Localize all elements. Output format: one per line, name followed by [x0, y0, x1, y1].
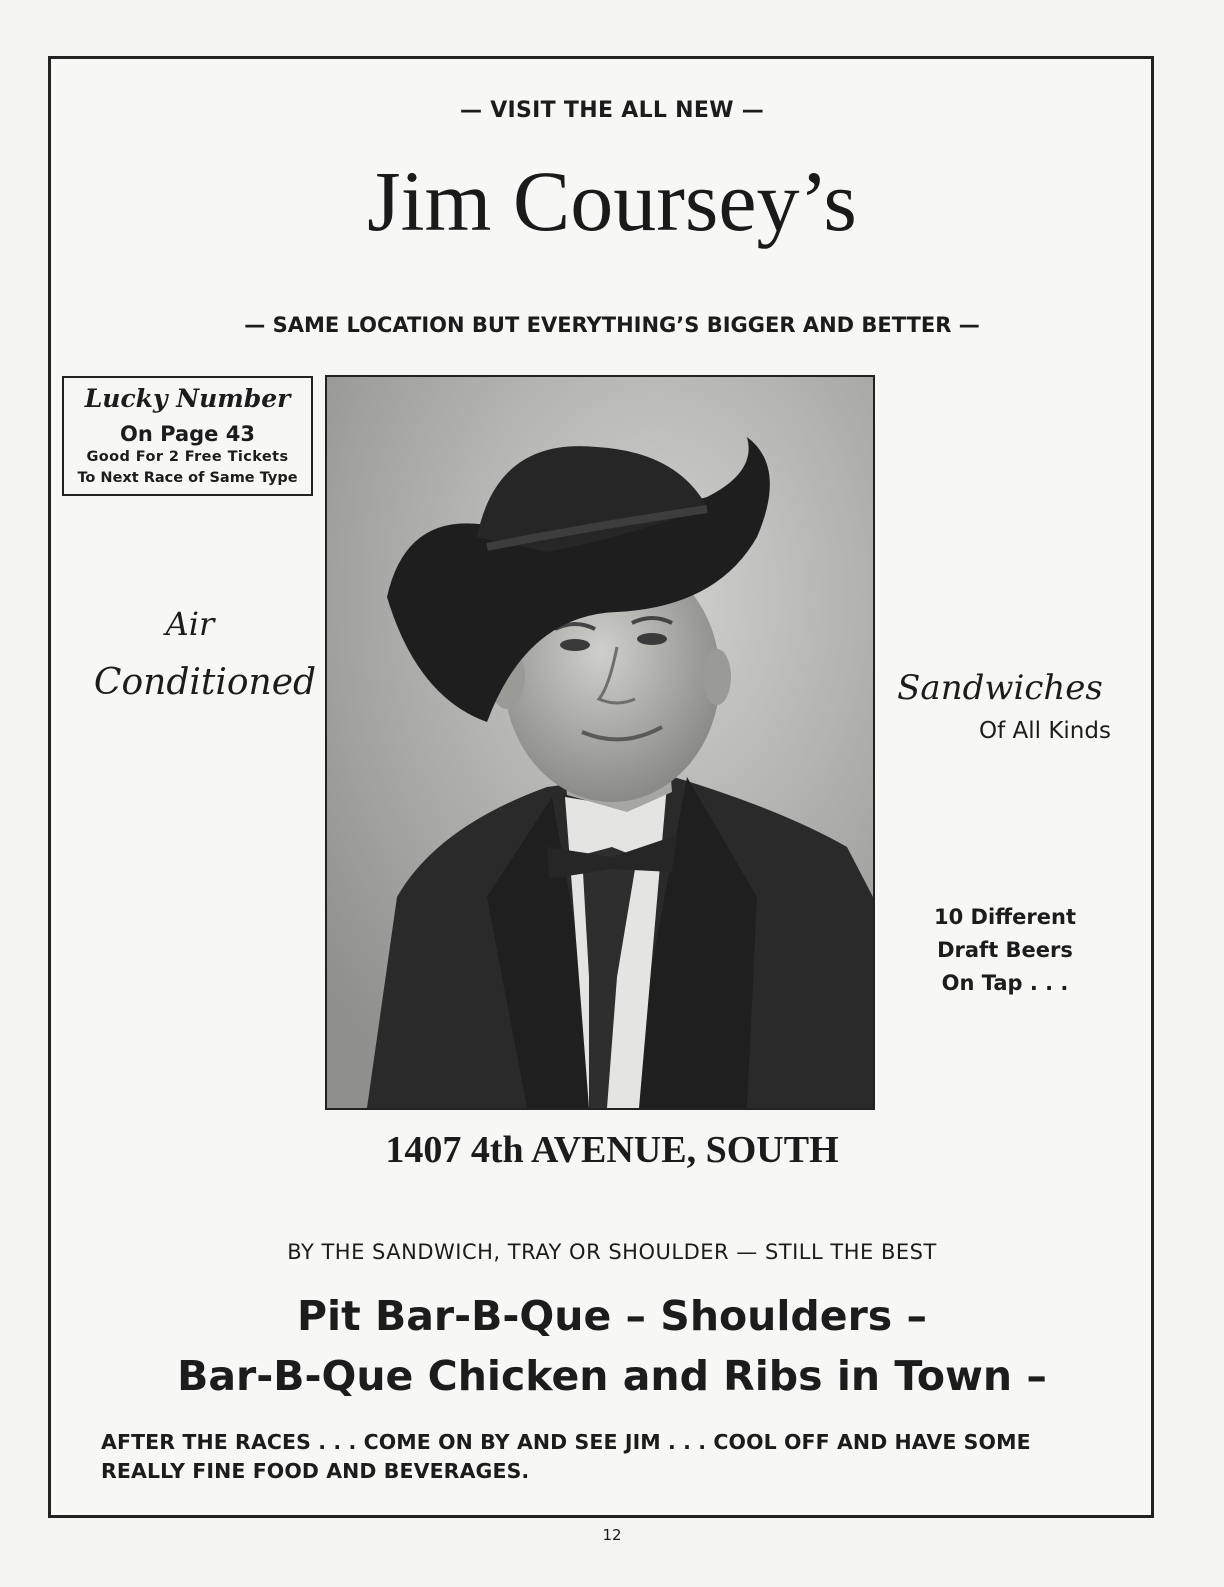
- portrait-photo: [325, 375, 875, 1110]
- beers-line-3: On Tap . . .: [941, 971, 1069, 995]
- lucky-line-1: Good For 2 Free Tickets: [86, 449, 289, 465]
- after-races-line-2: REALLY FINE FOOD AND BEVERAGES.: [101, 1459, 530, 1483]
- headline-1: Pit Bar-B-Que – Shoulders –: [297, 1292, 927, 1340]
- page-number: 12: [602, 1526, 622, 1544]
- after-races-line-1: AFTER THE RACES . . . COME ON BY AND SEE JIM . . . COOL OFF AND HAVE SOME: [101, 1430, 1031, 1454]
- beers-line-1: 10 Different: [933, 905, 1076, 929]
- air-label: Air: [165, 605, 215, 643]
- address: 1407 4th AVENUE, SOUTH: [385, 1129, 839, 1171]
- headline-2: Bar-B-Que Chicken and Ribs in Town –: [177, 1352, 1047, 1400]
- lucky-line-2: To Next Race of Same Type: [77, 470, 298, 486]
- of-all-kinds-label: Of All Kinds: [979, 718, 1111, 744]
- sandwiches-label: Sandwiches: [897, 668, 1103, 708]
- portrait-illustration: [327, 377, 873, 1108]
- beers-line-2: Draft Beers: [937, 938, 1073, 962]
- visit-heading: — VISIT THE ALL NEW —: [459, 98, 765, 123]
- tagline: — SAME LOCATION BUT EVERYTHING’S BIGGER AND BETTER —: [244, 313, 980, 337]
- lucky-page: On Page 43: [120, 422, 255, 446]
- brand-title: Jim Coursey’s: [367, 153, 857, 249]
- conditioned-label: Conditioned: [93, 662, 317, 703]
- lucky-title: Lucky Number: [84, 384, 291, 413]
- lucky-number-box: [62, 376, 313, 496]
- by-line: BY THE SANDWICH, TRAY OR SHOULDER — STILL THE BEST: [287, 1240, 937, 1264]
